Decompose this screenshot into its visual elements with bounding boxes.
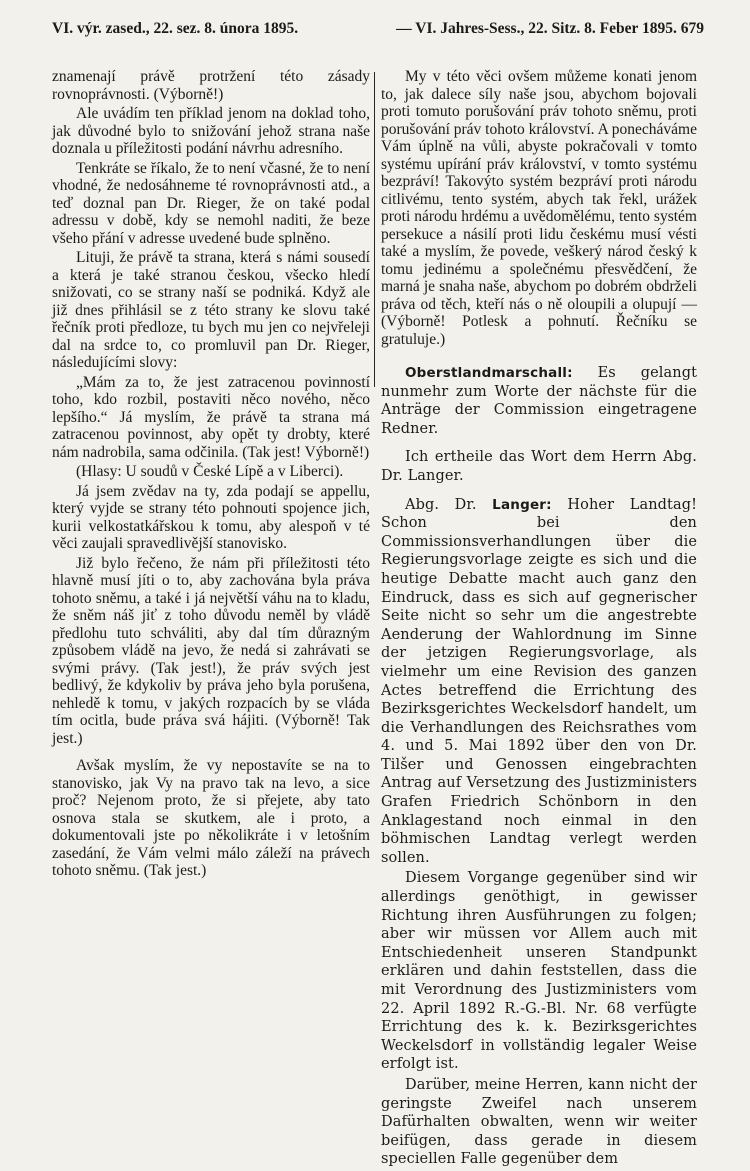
running-header [52, 20, 704, 38]
paragraph: My v této věci ovšem můžeme konati jenom to, jak dalece síly naše jsou, abychom bojovali proti tomuto porušování práv tohoto sněmu, proti porušování práv tohoto království. A ponecháváme Vám úplně na vůli, abyste pokračovali v tomto systému upírání práv království, v tomto systému bezpráví! Takovýto systém bezpráví proti národu citlivému, tento systém, abych tak řekl, urážek proti národu hrdému a uvědomělému, tento systém persekuce a násilí proti lidu českému musí vésti také a myslím, že povede, veškerý národ český k tomu jedinému a společnému přesvědčení, že marná je snaha naše, abychom po dobrém obdrželi práva od těch, kteří nás o ně oloupili a olupují — (Výborně! Potlesk a pohnutí. Řečníku se gratuluje.) [381, 68, 697, 348]
paragraph: (Hlasy: U soudů v České Lípě a v Liberci). [76, 463, 344, 480]
paragraph: Ich ertheile das Wort dem Herrn Abg. Dr. Langer. [381, 449, 697, 484]
header-czech: VI. výr. zased., 22. sez. 8. února 1895. [52, 20, 299, 37]
paragraph: Oberstlandmarschall: Es gelangt nunmehr zum Worte der nächste für die Anträge der Commission eingetragene Redner. [381, 365, 697, 437]
paragraph: Ale uvádím ten příklad jenom na doklad toho, jak důvodné bylo to snižování jehož strana naše doznala u příležitosti podání návrhu adresního. [52, 105, 370, 157]
paragraph: znamenají právě protržení této zásady rovnoprávnosti. (Výborně!) [52, 68, 370, 103]
speaker-name: Langer: [492, 496, 552, 513]
paragraph: Avšak myslím, že vy nepostavíte se na to stanovisko, jak Vy na pravo tak na levo, a sice proč? Nejenom proto, že si přejete, aby tato osnova stala se skutkem, ale i proto, a dokumentovali jste po několikráte i v letošním zasedání, že Vám velmi málo záleží na právech tohoto sněmu. (Tak jest.) [52, 757, 370, 879]
paragraph: Již bylo řečeno, že nám při příležitosti této hlavně musí jíti o to, aby zachována byla práva tohoto sněmu, a také i já největší váhu na to kladu, že sněm náš jiť z toho důvodu neměl by vládě předlohu tuto schváliti, aby dal tím důrazným způsobem vládě na jevo, že nedá si zahrávati se svými právy. (Tak jest!), že práv svých jest bedlivý, že kdykoliv by práva jeho byla porušena, nehledě k tomu, v jakých rozpacích by se vláda tím ocitla, bude práva svá hájiti. (Výborně! Tak jest.) [52, 554, 370, 747]
paragraph: Darüber, meine Herren, kann nicht der geringste Zweifel nach unserem Dafürhalten obwalten, wenn wir weiter beifügen, dass gerade in diesem speciellen Falle gegenüber dem [381, 1076, 697, 1168]
paragraph: Tenkráte se říkalo, že to není včasné, že to není vhodné, že nedosáhneme té rovnoprávnosti atd., a teď doznal pan Dr. Rieger, že on také podal adressu v době, kdy se nemohl naditi, že beze všeho přání v adresse uvedené bude splněno. [52, 159, 370, 247]
speaker-name: Oberstlandmarschall: [405, 365, 573, 381]
paragraph: Abg. Dr. Langer: Hoher Landtag! Schon bei den Commissionsverhandlungen über die Regierungsvorlage zeigte es sich und die heutige Debatte macht auch ganz den Eindruck, dass es sich auf gegnerischer Seite nicht so sehr um die angestrebte Aenderung der Wahlordnung im Sinne der jetzigen Regierungsvorlage, als vielmehr um eine Revision des ganzen Actes betreffend die Errichtung des Bezirksgerichtes Weckelsdorf handelt, um die Verhandlungen des Reichsrathes vom 4. und 5. Mai 1892 über den von Dr. Tilšer und Genossen eingebrachten Antrag auf Versetzung des Justizministers Grafen Friedrich Schönborn in den Anklagestand noch einmal in den böhmischen Landtag verlegt werden sollen. [381, 496, 697, 866]
column-divider [374, 72, 375, 387]
header-german: — VI. Jahres-Sess., 22. Sitz. 8. Feber 1895. 679 [396, 20, 704, 37]
paragraph: Lituji, že právě ta strana, která s námi sousedí a která je také stranou českou, všecko hledí snižovati, co se strany naší se podniká. Když ale již dnes přihlásil se z této strany ke slovu také řečník proti předloze, tu bych mu jen co nejvřeleji dal na srdce to, co promluvil pan Dr. Rieger, následujícími slovy: [52, 249, 370, 371]
paragraph: Já jsem zvědav na ty, zda podají se appellu, který vyjde se strany této pohnouti spojence jich, kurii velkostatkářskou k tomu, aby alespoň v té věci zaujali spravedlivější stanovisko. [52, 482, 370, 552]
paragraph: Diesem Vorgange gegenüber sind wir allerdings genöthigt, in gewisser Richtung ihren Ausführungen zu folgen; aber wir müssen vor Allem auch mit Entschiedenheit unseren Standpunkt erklären und dahin feststellen, dass die mit Verordnung des Justizministers vom 22. April 1892 R.-G.-Bl. Nr. 68 verfügte Errichtung des k. k. Bezirksgerichtes Weckelsdorf in vollständig legaler Weise erfolgt ist. [381, 870, 697, 1073]
right-column [381, 68, 697, 1171]
left-column [52, 68, 370, 882]
paragraph: „Mám za to, že jest zatracenou povinností toho, kdo rozbil, postaviti něco nového, něco lepšího.“ Já myslím, že právě ta strana má zatracenou povinnost, aby opět ty drobty, které nám nadrobila, sama odčinila. (Tak jest! Výborně!) [52, 373, 370, 461]
